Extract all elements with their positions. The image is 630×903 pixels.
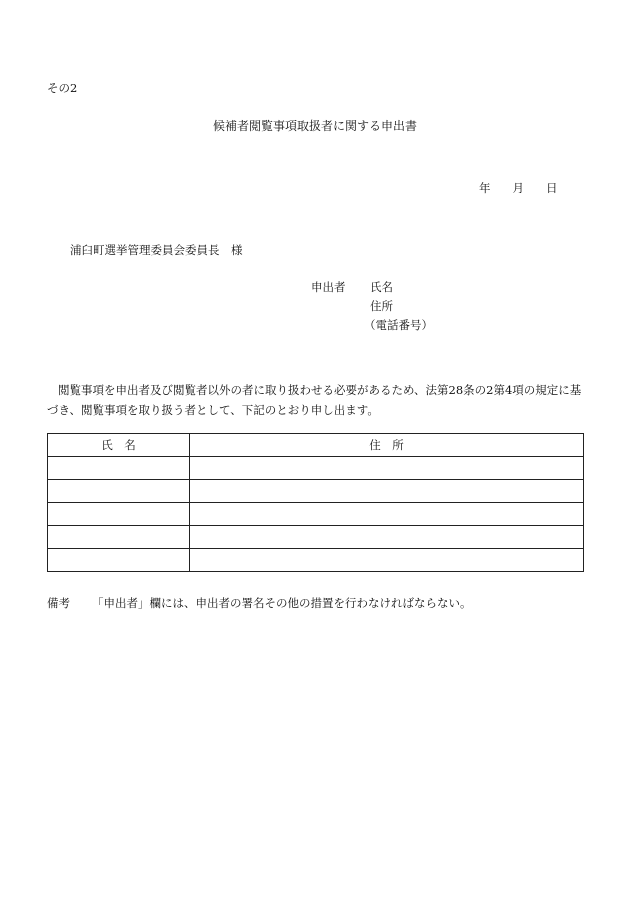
date-month-label: 月 bbox=[512, 181, 524, 195]
table-row bbox=[48, 549, 584, 572]
address-cell[interactable] bbox=[190, 549, 584, 572]
body-text: 閲覧事項を申出者及び閲覧者以外の者に取り扱わせる必要があるため、法第28条の2第4項の規定に基づき、閲覧事項を取り扱う者として、下記のとおり申し出ます。 bbox=[47, 383, 582, 417]
name-cell[interactable] bbox=[48, 549, 190, 572]
remark-text: 「申出者」欄には、申出者の署名その他の措置を行わなければならない。 bbox=[92, 596, 472, 610]
table-row bbox=[48, 480, 584, 503]
remark-label: 備考 bbox=[47, 596, 70, 610]
applicant-phone-label: （電話番号） bbox=[364, 318, 433, 332]
column-header-name: 氏 名 bbox=[48, 434, 190, 457]
table-row bbox=[48, 503, 584, 526]
column-header-address: 住 所 bbox=[190, 434, 584, 457]
address-cell[interactable] bbox=[190, 503, 584, 526]
addressee: 浦臼町選挙管理委員会委員長 様 bbox=[70, 243, 243, 257]
address-cell[interactable] bbox=[190, 457, 584, 480]
name-cell[interactable] bbox=[48, 480, 190, 503]
date-day-label: 日 bbox=[546, 181, 558, 195]
applicant-name-label: 氏名 bbox=[370, 280, 393, 294]
name-cell[interactable] bbox=[48, 526, 190, 549]
form-number-label: その2 bbox=[47, 81, 78, 95]
applicant-address-label: 住所 bbox=[370, 299, 393, 313]
form-title: 候補者閲覧事項取扱者に関する申出書 bbox=[212, 119, 417, 133]
table-header-row bbox=[48, 434, 584, 457]
address-cell[interactable] bbox=[190, 480, 584, 503]
date-line bbox=[479, 183, 558, 195]
address-cell[interactable] bbox=[190, 526, 584, 549]
remark-line bbox=[47, 598, 472, 610]
name-cell[interactable] bbox=[48, 457, 190, 480]
date-year-label: 年 bbox=[479, 181, 491, 195]
table-row bbox=[48, 457, 584, 480]
handler-table bbox=[47, 433, 584, 572]
applicant-heading: 申出者 bbox=[311, 280, 346, 294]
name-cell[interactable] bbox=[48, 503, 190, 526]
table-row bbox=[48, 526, 584, 549]
